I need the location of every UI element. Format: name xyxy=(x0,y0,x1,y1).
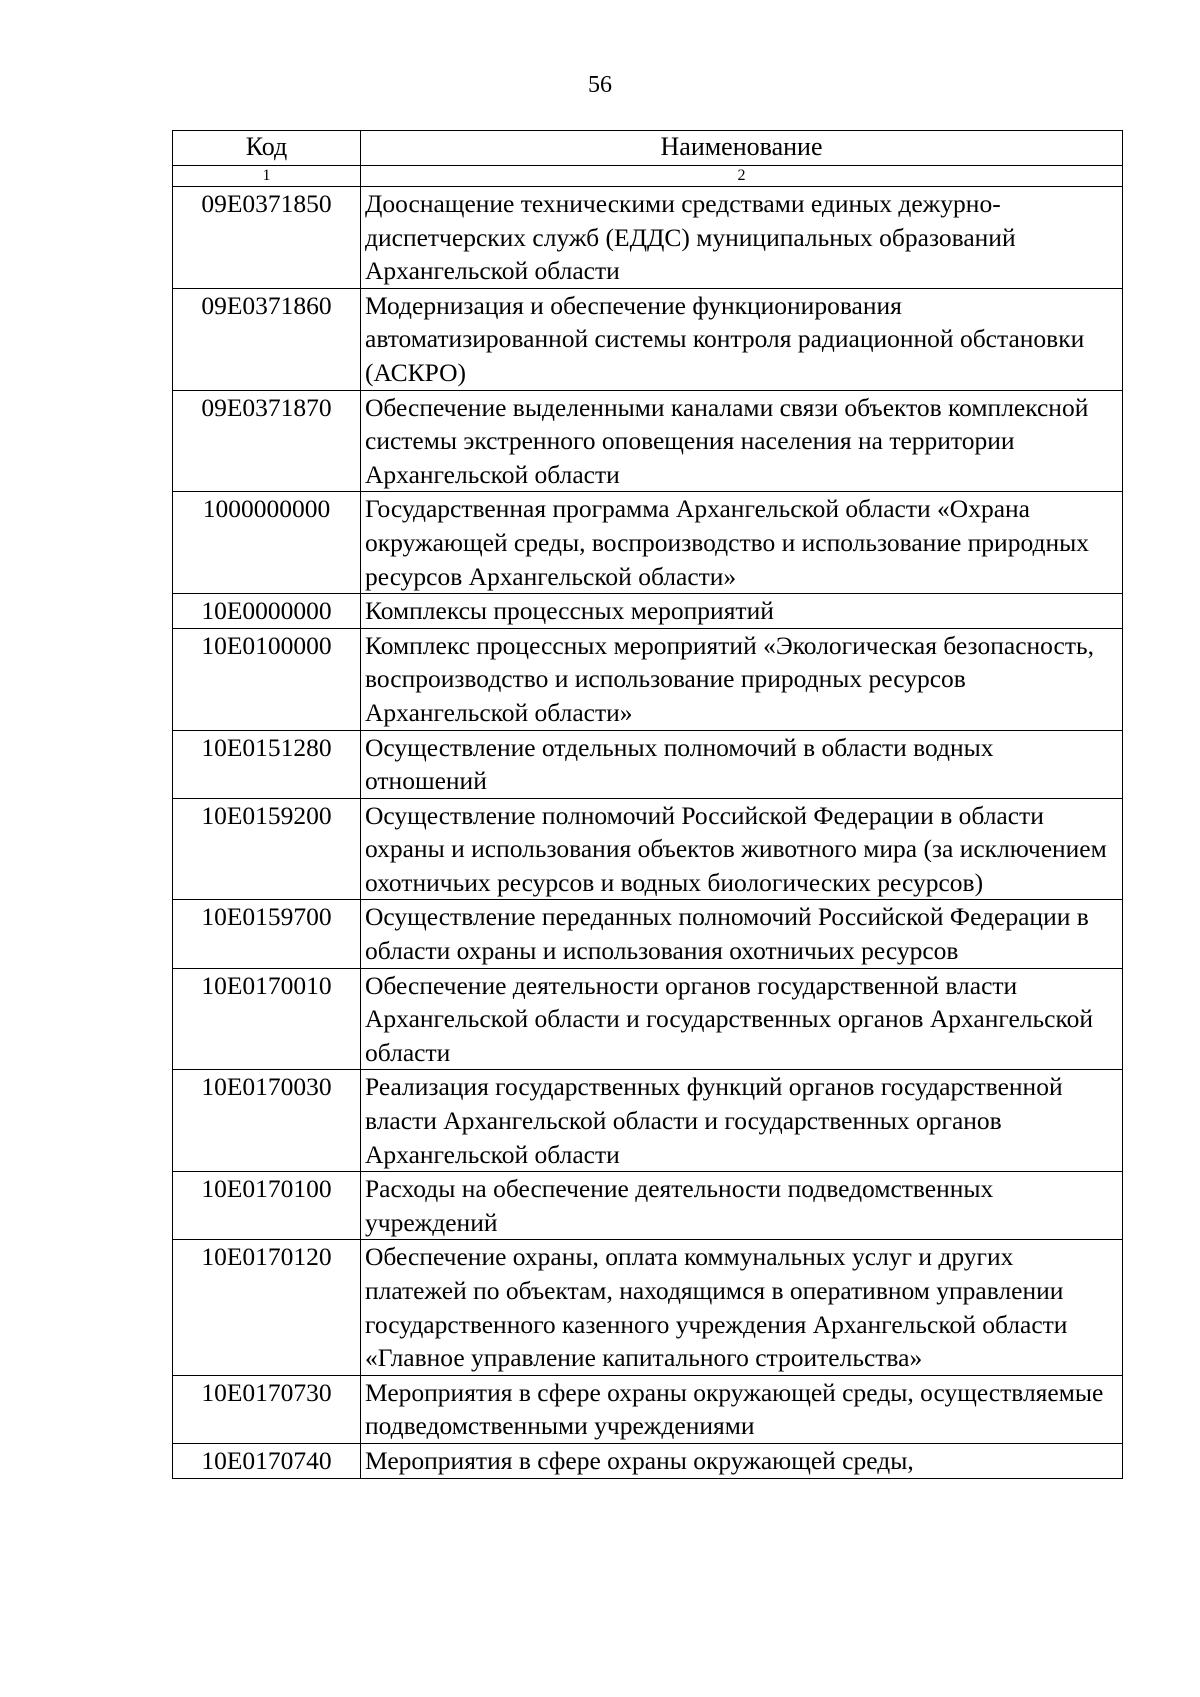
table-row xyxy=(173,730,1123,798)
row-code: 10Е0170730 xyxy=(173,1375,361,1443)
column-number-name: 2 xyxy=(361,166,1123,187)
table-row xyxy=(173,1375,1123,1443)
table-row xyxy=(173,1172,1123,1240)
budget-code-table xyxy=(172,130,1123,1479)
row-name: Комплексы процессных мероприятий xyxy=(361,594,1123,629)
row-code: 10Е0170740 xyxy=(173,1443,361,1478)
row-code: 10Е0159700 xyxy=(173,900,361,968)
header-name: Наименование xyxy=(361,131,1123,166)
table-row xyxy=(173,1443,1123,1478)
table-row xyxy=(173,628,1123,730)
table-row xyxy=(173,187,1123,289)
row-code: 1000000000 xyxy=(173,492,361,594)
row-code: 10Е0159200 xyxy=(173,798,361,900)
row-name: Комплекс процессных мероприятий «Экологическая безопасность, воспроизводство и использование природных ресурсов Архангельской области» xyxy=(361,628,1123,730)
row-code: 10Е0170100 xyxy=(173,1172,361,1240)
table-row xyxy=(173,1240,1123,1375)
row-name: Осуществление отдельных полномочий в области водных отношений xyxy=(361,730,1123,798)
row-name: Расходы на обеспечение деятельности подведомственных учреждений xyxy=(361,1172,1123,1240)
row-code: 10Е0170120 xyxy=(173,1240,361,1375)
table-row xyxy=(173,594,1123,629)
row-name: Обеспечение деятельности органов государственной власти Архангельской области и государственных органов Архангельской области xyxy=(361,968,1123,1070)
table-row xyxy=(173,390,1123,492)
row-code: 10Е0170030 xyxy=(173,1070,361,1172)
row-name: Осуществление переданных полномочий Российской Федерации в области охраны и использования охотничьих ресурсов xyxy=(361,900,1123,968)
row-name: Дооснащение техническими средствами единых дежурно-диспетчерских служб (ЕДДС) муниципальных образований Архангельской области xyxy=(361,187,1123,289)
row-code: 09Е0371870 xyxy=(173,390,361,492)
table-row xyxy=(173,288,1123,390)
row-name: Мероприятия в сфере охраны окружающей среды, xyxy=(361,1443,1123,1478)
row-name: Обеспечение охраны, оплата коммунальных услуг и других платежей по объектам, находящимся в оперативном управлении государственного казенного учреждения Архангельской области «Главное управление капитального строительства» xyxy=(361,1240,1123,1375)
row-code: 10Е0000000 xyxy=(173,594,361,629)
row-name: Модернизация и обеспечение функционирования автоматизированной системы контроля радиационной обстановки (АСКРО) xyxy=(361,288,1123,390)
row-code: 10Е0100000 xyxy=(173,628,361,730)
column-number-code: 1 xyxy=(173,166,361,187)
row-code: 10Е0151280 xyxy=(173,730,361,798)
row-name: Обеспечение выделенными каналами связи объектов комплексной системы экстренного оповещения населения на территории Архангельской области xyxy=(361,390,1123,492)
table-header-row xyxy=(173,131,1123,166)
table-row xyxy=(173,798,1123,900)
column-number-row xyxy=(173,166,1123,187)
table-row xyxy=(173,900,1123,968)
row-code: 09Е0371860 xyxy=(173,288,361,390)
table-row xyxy=(173,968,1123,1070)
table-row xyxy=(173,492,1123,594)
row-name: Реализация государственных функций органов государственной власти Архангельской области и государственных органов Архангельской области xyxy=(361,1070,1123,1172)
row-code: 09Е0371850 xyxy=(173,187,361,289)
row-code: 10Е0170010 xyxy=(173,968,361,1070)
table-row xyxy=(173,1070,1123,1172)
row-name: Мероприятия в сфере охраны окружающей среды, осуществляемые подведомственными учреждениями xyxy=(361,1375,1123,1443)
header-code: Код xyxy=(173,131,361,166)
page-number: 56 xyxy=(588,72,612,98)
row-name: Осуществление полномочий Российской Федерации в области охраны и использования объектов животного мира (за исключением охотничьих ресурсов и водных биологических ресурсов) xyxy=(361,798,1123,900)
row-name: Государственная программа Архангельской области «Охрана окружающей среды, воспроизводство и использование природных ресурсов Архангельской области» xyxy=(361,492,1123,594)
